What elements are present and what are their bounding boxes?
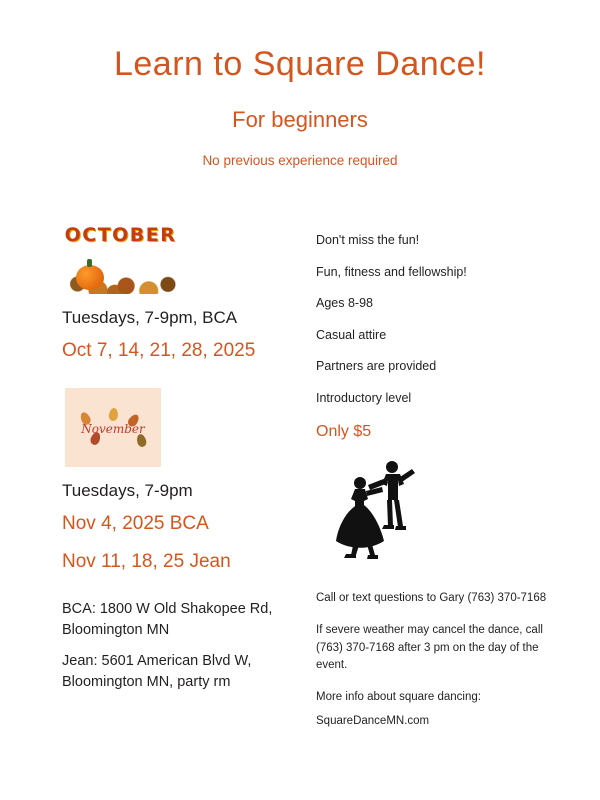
november-dates-bca: Nov 4, 2025 BCA — [62, 513, 209, 534]
list-item: Don't miss the fun! — [316, 233, 420, 247]
website-link[interactable]: SquareDanceMN.com — [316, 715, 430, 728]
schedule-column — [62, 222, 312, 693]
page-title: Learn to Square Dance! — [113, 45, 487, 83]
contact-info — [316, 590, 548, 731]
weather-policy-line: If severe weather may cancel the dance, call (763) 370-7168 after 3 pm on the day of the event. — [316, 623, 543, 672]
list-item: Fun, fitness and fellowship! — [316, 264, 467, 279]
list-item: Partners are provided — [316, 359, 437, 373]
address-line: BCA: 1800 W Old Shakopee Rd, — [62, 601, 273, 617]
november-banner-image — [65, 388, 161, 467]
venue-addresses — [62, 599, 312, 693]
october-time: Tuesdays, 7-9pm, BCA — [62, 308, 238, 327]
november-word-art: November — [81, 422, 145, 436]
november-time: Tuesdays, 7-9pm — [62, 481, 193, 500]
details-column — [316, 234, 548, 731]
leaf-icon — [108, 407, 119, 421]
list-item: Casual attire — [316, 327, 387, 342]
spacer — [62, 362, 312, 388]
subtitle: For beginners — [232, 107, 368, 133]
october-banner-image — [64, 222, 177, 294]
contact-phone-line: Call or text questions to Gary (763) 370-7168 — [316, 592, 547, 604]
october-word-art: OCTOBER — [64, 224, 177, 246]
address-line: Bloomington MN — [62, 622, 170, 639]
pumpkin-icon — [76, 265, 104, 290]
feature-list — [316, 234, 548, 404]
address-line: Bloomington MN, party rm — [62, 674, 231, 691]
price-text: Only $5 — [316, 423, 372, 440]
list-item: Introductory level — [316, 390, 412, 405]
experience-note: No previous experience required — [202, 153, 398, 169]
flyer-header — [0, 0, 600, 168]
more-info-line: More info about square dancing: — [316, 691, 481, 704]
list-item: Ages 8-98 — [316, 296, 373, 310]
address-line: Jean: 5601 American Blvd W, — [62, 653, 252, 670]
square-dancers-silhouette — [324, 455, 420, 563]
november-dates-jean: Nov 11, 18, 25 Jean — [62, 551, 231, 572]
october-dates: Oct 7, 14, 21, 28, 2025 — [62, 340, 256, 361]
